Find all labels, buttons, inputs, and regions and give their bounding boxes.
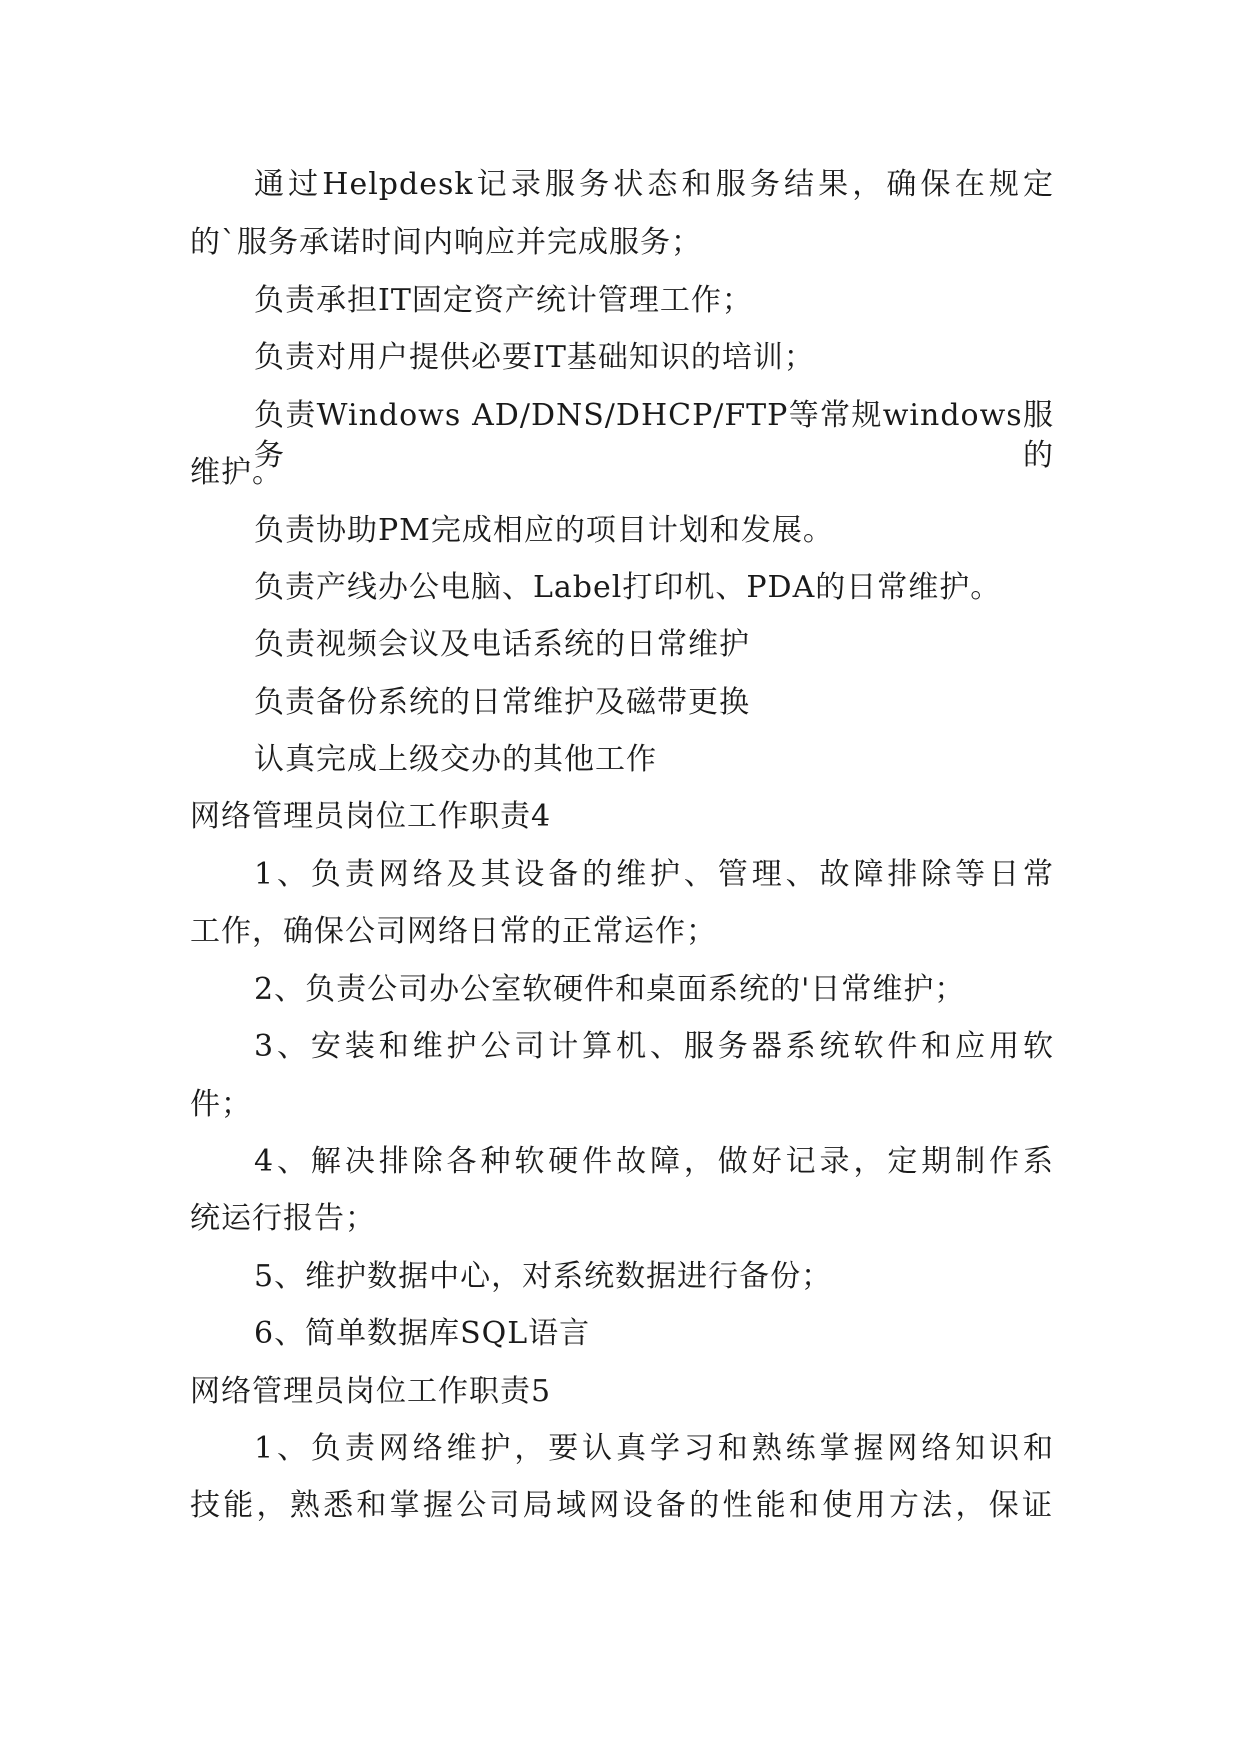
paragraph-line: 的`服务承诺时间内响应并完成服务； (190, 225, 702, 260)
paragraph-line: 1、负责网络及其设备的维护、管理、故障排除等日常 (254, 857, 1054, 892)
section-heading: 网络管理员岗位工作职责5 (190, 1374, 552, 1409)
paragraph-line: 件； (190, 1087, 252, 1122)
paragraph-line: 负责Windows AD/DNS/DHCP/FTP等常规windows服务的 (254, 398, 1054, 473)
paragraph-line: 统运行报告； (190, 1201, 376, 1236)
paragraph-line: 通过Helpdesk记录服务状态和服务结果，确保在规定 (254, 167, 1054, 202)
paragraph-line: 负责视频会议及电话系统的日常维护 (254, 627, 750, 662)
paragraph-line: 认真完成上级交办的其他工作 (254, 742, 657, 777)
paragraph-line: 4、解决排除各种软硬件故障，做好记录，定期制作系 (254, 1144, 1054, 1179)
paragraph-line: 负责承担IT固定资产统计管理工作； (254, 283, 753, 318)
paragraph-line: 负责备份系统的日常维护及磁带更换 (254, 685, 750, 720)
paragraph-line: 5、维护数据中心，对系统数据进行备份； (254, 1259, 833, 1294)
paragraph-line: 1、负责网络维护，要认真学习和熟练掌握网络知识和 (254, 1431, 1054, 1466)
paragraph-line: 负责对用户提供必要IT基础知识的培训； (254, 340, 815, 375)
paragraph-line: 3、安装和维护公司计算机、服务器系统软件和应用软 (254, 1029, 1054, 1064)
paragraph-line: 技能，熟悉和掌握公司局域网设备的性能和使用方法，保证 (190, 1488, 1052, 1523)
paragraph-line: 2、负责公司办公室软硬件和桌面系统的'日常维护； (254, 972, 966, 1007)
paragraph-line: 维护。 (190, 455, 283, 490)
paragraph-line: 工作，确保公司网络日常的正常运作； (190, 914, 717, 949)
paragraph-line: 负责协助PM完成相应的项目计划和发展。 (254, 513, 834, 548)
section-heading: 网络管理员岗位工作职责4 (190, 799, 552, 834)
paragraph-line: 6、简单数据库SQL语言 (254, 1316, 591, 1351)
paragraph-line: 负责产线办公电脑、Label打印机、PDA的日常维护。 (254, 570, 1002, 605)
